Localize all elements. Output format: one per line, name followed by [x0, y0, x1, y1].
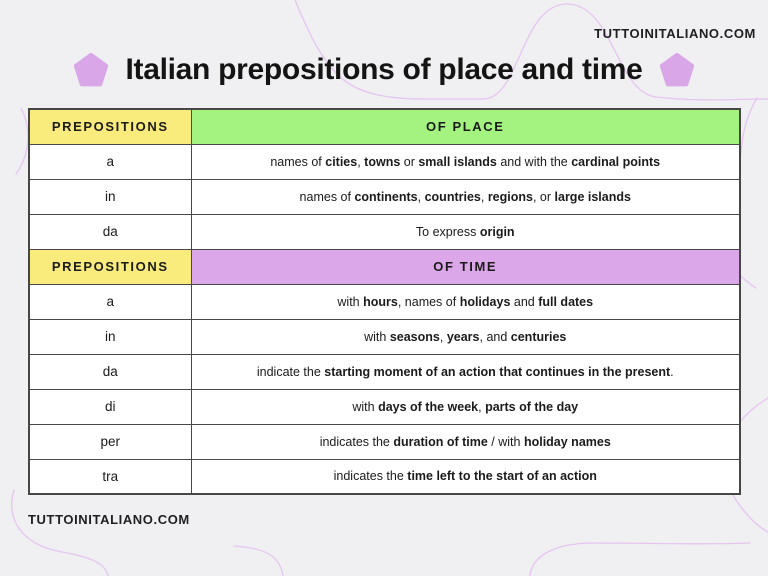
header-prepositions-cell: PREPOSITIONS: [29, 249, 191, 284]
brand-bottom: TUTTOINITALIANO.COM: [28, 512, 190, 527]
description-cell: indicate the starting moment of an action that continues in the present.: [191, 354, 740, 389]
table-row: [29, 214, 740, 249]
squiggle-bottom-center: [530, 543, 750, 576]
table-row: [29, 284, 740, 319]
description-cell: names of continents, countries, regions, or large islands: [191, 179, 740, 214]
title-row: [0, 52, 768, 88]
preposition-cell: in: [29, 319, 191, 354]
preposition-cell: di: [29, 389, 191, 424]
prepositions-table: [28, 108, 741, 495]
prepositions-table-body: [29, 109, 740, 494]
preposition-cell: a: [29, 284, 191, 319]
description-cell: To express origin: [191, 214, 740, 249]
table-row: [29, 319, 740, 354]
description-cell: indicates the time left to the start of an action: [191, 459, 740, 494]
page-title: Italian prepositions of place and time: [125, 53, 643, 86]
table-row: [29, 389, 740, 424]
description-cell: with hours, names of holidays and full dates: [191, 284, 740, 319]
description-cell: with days of the week, parts of the day: [191, 389, 740, 424]
description-cell: with seasons, years, and centuries: [191, 319, 740, 354]
table-row: [29, 354, 740, 389]
table-header-row: [29, 249, 740, 284]
header-prepositions-cell: PREPOSITIONS: [29, 109, 191, 144]
brand-top: TUTTOINITALIANO.COM: [594, 26, 756, 41]
table-row: [29, 424, 740, 459]
preposition-cell: a: [29, 144, 191, 179]
preposition-cell: da: [29, 214, 191, 249]
squiggle-left-arc: [16, 108, 28, 174]
table-row: [29, 459, 740, 494]
preposition-cell: per: [29, 424, 191, 459]
pentagon-icon: [73, 52, 109, 88]
table-header-row: [29, 109, 740, 144]
header-category-cell: OF PLACE: [191, 109, 740, 144]
squiggle-bottom-left: [12, 490, 108, 576]
preposition-cell: da: [29, 354, 191, 389]
description-cell: indicates the duration of time / with holiday names: [191, 424, 740, 459]
table-row: [29, 144, 740, 179]
preposition-cell: tra: [29, 459, 191, 494]
header-category-cell: OF TIME: [191, 249, 740, 284]
pentagon-icon: [659, 52, 695, 88]
squiggle-bottom-center-left: [234, 546, 283, 576]
table-row: [29, 179, 740, 214]
description-cell: names of cities, towns or small islands and with the cardinal points: [191, 144, 740, 179]
preposition-cell: in: [29, 179, 191, 214]
